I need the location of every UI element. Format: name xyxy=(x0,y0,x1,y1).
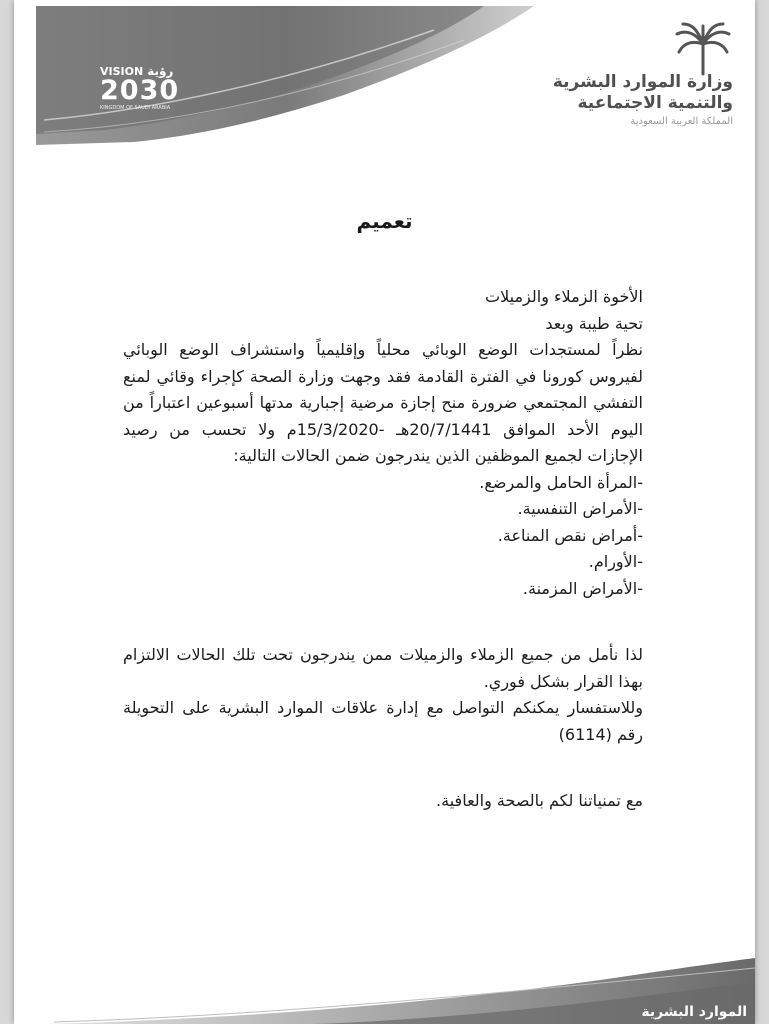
salutation: الأخوة الزملاء والزميلات xyxy=(485,287,643,306)
document-body xyxy=(123,284,643,815)
vision-2030-logo xyxy=(100,64,190,126)
greeting: تحية طيبة وبعد xyxy=(545,313,643,333)
spacer xyxy=(123,602,643,642)
conditions-list xyxy=(123,470,643,603)
list-item: -الأمراض المزمنة. xyxy=(522,578,643,598)
spacer xyxy=(123,748,643,788)
closing-line: مع تمنياتنا لكم بالصحة والعافية. xyxy=(436,791,643,810)
ministry-name-line1: وزارة الموارد البشرية xyxy=(552,72,733,92)
document-title: تعميم xyxy=(356,209,413,233)
vision-subtitle: KINGDOM OF SAUDI ARABIA xyxy=(100,105,171,111)
vision-label: VISION xyxy=(100,65,144,78)
vision-arabic-label: رؤية xyxy=(147,64,174,78)
palm-tree-icon xyxy=(673,22,733,76)
document-page xyxy=(14,0,755,1024)
list-item: -أمراض نقص المناعة. xyxy=(497,525,643,545)
list-item: -المرأة الحامل والمرضع. xyxy=(479,472,643,492)
footer-label: الموارد البشرية xyxy=(641,1004,747,1020)
list-item: -الأمراض التنفسية. xyxy=(517,499,643,518)
list-item: -الأورام. xyxy=(588,552,643,571)
paragraph-compliance: لذا نأمل من جميع الزملاء والزميلات ممن يندرجون تحت تلك الحالات الالتزام بهذا القرار بشكل فوري. xyxy=(123,645,643,691)
paragraph-main: نظراً لمستجدات الوضع الوبائي محلياً وإقليمياً واستشراف الوضع الوبائي لفيروس كورونا في الفترة القادمة فقد وجهت وزارة الصحة كإجراء وقائي لمنع التفشي المجتمعي ضرورة منح إجازة مرضية إجبارية مدتها أسبوعين اعتباراً من اليوم الأحد الموافق 20/7/1441هـ -15/3/2020م ولا تحسب من رصيد الإجازات لجميع الموظفين الذين يندرجون ضمن الحالات التالية: xyxy=(123,340,644,465)
ministry-name-line2: والتنمية الاجتماعية xyxy=(577,93,733,113)
vision-year: 2030 xyxy=(100,75,180,106)
ministry-logo xyxy=(543,22,733,129)
paragraph-contact: وللاستفسار يمكنكم التواصل مع إدارة علاقات الموارد البشرية على التحويلة رقم (6114) xyxy=(123,698,643,744)
ministry-country: المملكة العربية السعودية xyxy=(630,116,733,127)
